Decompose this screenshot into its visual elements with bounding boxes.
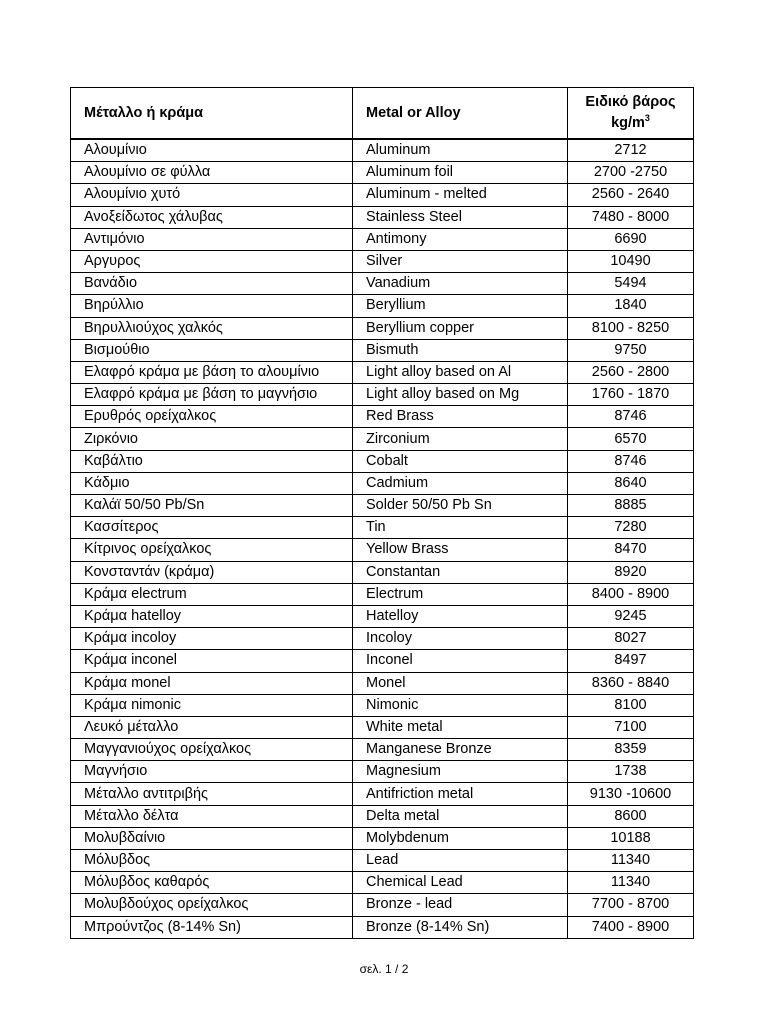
cell-english-name: Antifriction metal bbox=[353, 783, 568, 805]
header-greek-name: Μέταλλο ή κράμα bbox=[71, 88, 353, 140]
page-number: σελ. 1 / 2 bbox=[359, 962, 409, 976]
header-density bbox=[568, 88, 694, 140]
cell-greek-name: Κράμα incoloy bbox=[71, 628, 353, 650]
table-row bbox=[71, 850, 694, 872]
cell-greek-name: Μπρούντζος (8-14% Sn) bbox=[71, 916, 353, 938]
cell-greek-name: Βισμούθιο bbox=[71, 339, 353, 361]
table-row bbox=[71, 250, 694, 272]
cell-density: 8640 bbox=[568, 472, 694, 494]
cell-density: 8497 bbox=[568, 650, 694, 672]
cell-greek-name: Βανάδιο bbox=[71, 273, 353, 295]
cell-greek-name: Αλουμίνιο bbox=[71, 139, 353, 162]
header-english-name: Metal or Alloy bbox=[353, 88, 568, 140]
cell-density: 7700 - 8700 bbox=[568, 894, 694, 916]
table-row bbox=[71, 739, 694, 761]
cell-density: 8885 bbox=[568, 495, 694, 517]
cell-english-name: Bronze (8-14% Sn) bbox=[353, 916, 568, 938]
cell-english-name: Monel bbox=[353, 672, 568, 694]
cell-density: 7280 bbox=[568, 517, 694, 539]
cell-greek-name: Κράμα inconel bbox=[71, 650, 353, 672]
cell-greek-name: Κράμα electrum bbox=[71, 583, 353, 605]
table-row bbox=[71, 495, 694, 517]
cell-english-name: Solder 50/50 Pb Sn bbox=[353, 495, 568, 517]
cell-greek-name: Αλουμίνιο σε φύλλα bbox=[71, 162, 353, 184]
cell-greek-name: Μαγνήσιο bbox=[71, 761, 353, 783]
cell-english-name: Zirconium bbox=[353, 428, 568, 450]
table-row bbox=[71, 694, 694, 716]
cell-english-name: Molybdenum bbox=[353, 827, 568, 849]
header-density-unit: kg/m bbox=[611, 115, 645, 131]
cell-english-name: Light alloy based on Al bbox=[353, 361, 568, 383]
cell-english-name: Magnesium bbox=[353, 761, 568, 783]
cell-english-name: Hatelloy bbox=[353, 605, 568, 627]
cell-english-name: Incoloy bbox=[353, 628, 568, 650]
table-header bbox=[71, 88, 694, 140]
cell-english-name: Light alloy based on Mg bbox=[353, 384, 568, 406]
cell-greek-name: Καβάλτιο bbox=[71, 450, 353, 472]
cell-density: 2712 bbox=[568, 139, 694, 162]
cell-english-name: Antimony bbox=[353, 228, 568, 250]
table-row bbox=[71, 761, 694, 783]
cell-density: 2700 -2750 bbox=[568, 162, 694, 184]
table-row bbox=[71, 317, 694, 339]
cell-greek-name: Κίτρινος ορείχαλκος bbox=[71, 539, 353, 561]
cell-greek-name: Ελαφρό κράμα με βάση το μαγνήσιο bbox=[71, 384, 353, 406]
table-row bbox=[71, 872, 694, 894]
cell-greek-name: Ελαφρό κράμα με βάση το αλουμίνιο bbox=[71, 361, 353, 383]
cell-density: 10490 bbox=[568, 250, 694, 272]
cell-english-name: Manganese Bronze bbox=[353, 739, 568, 761]
cell-english-name: Chemical Lead bbox=[353, 872, 568, 894]
cell-english-name: Electrum bbox=[353, 583, 568, 605]
cell-density: 10188 bbox=[568, 827, 694, 849]
cell-density: 8027 bbox=[568, 628, 694, 650]
table-row bbox=[71, 139, 694, 162]
cell-greek-name: Βηρύλλιο bbox=[71, 295, 353, 317]
cell-greek-name: Κασσίτερος bbox=[71, 517, 353, 539]
cell-greek-name: Μολυβδαίνιο bbox=[71, 827, 353, 849]
cell-density: 1840 bbox=[568, 295, 694, 317]
cell-greek-name: Μέταλλο δέλτα bbox=[71, 805, 353, 827]
cell-greek-name: Αλουμίνιο χυτό bbox=[71, 184, 353, 206]
table-row bbox=[71, 672, 694, 694]
density-table bbox=[70, 87, 694, 939]
table-row bbox=[71, 894, 694, 916]
cell-english-name: Yellow Brass bbox=[353, 539, 568, 561]
cell-density: 11340 bbox=[568, 872, 694, 894]
header-density-label: Ειδικό βάρος bbox=[585, 94, 676, 110]
cell-greek-name: Μέταλλο αντιτριβής bbox=[71, 783, 353, 805]
table-row bbox=[71, 650, 694, 672]
cell-density: 9245 bbox=[568, 605, 694, 627]
table-row bbox=[71, 783, 694, 805]
cell-english-name: White metal bbox=[353, 716, 568, 738]
cell-english-name: Beryllium copper bbox=[353, 317, 568, 339]
cell-density: 1738 bbox=[568, 761, 694, 783]
cell-density: 8746 bbox=[568, 450, 694, 472]
table-body bbox=[71, 139, 694, 938]
cell-greek-name: Μολυβδούχος ορείχαλκος bbox=[71, 894, 353, 916]
table-row bbox=[71, 805, 694, 827]
cell-english-name: Vanadium bbox=[353, 273, 568, 295]
table-row bbox=[71, 539, 694, 561]
table-row bbox=[71, 605, 694, 627]
table-row bbox=[71, 206, 694, 228]
table-row bbox=[71, 228, 694, 250]
header-row bbox=[71, 88, 694, 140]
cell-greek-name: Μαγγανιούχος ορείχαλκος bbox=[71, 739, 353, 761]
cell-greek-name: Ανοξείδωτος χάλυβας bbox=[71, 206, 353, 228]
table-row bbox=[71, 273, 694, 295]
cell-english-name: Aluminum - melted bbox=[353, 184, 568, 206]
cell-density: 2560 - 2640 bbox=[568, 184, 694, 206]
table-row bbox=[71, 184, 694, 206]
table-row bbox=[71, 295, 694, 317]
cell-density: 1760 - 1870 bbox=[568, 384, 694, 406]
cell-greek-name: Αντιμόνιο bbox=[71, 228, 353, 250]
cell-greek-name: Κονσταντάν (κράμα) bbox=[71, 561, 353, 583]
header-density-unit-exponent: 3 bbox=[644, 113, 650, 124]
cell-english-name: Inconel bbox=[353, 650, 568, 672]
table-row bbox=[71, 583, 694, 605]
cell-density: 7100 bbox=[568, 716, 694, 738]
cell-english-name: Constantan bbox=[353, 561, 568, 583]
cell-greek-name: Κάδμιο bbox=[71, 472, 353, 494]
cell-greek-name: Ερυθρός ορείχαλκος bbox=[71, 406, 353, 428]
cell-density: 11340 bbox=[568, 850, 694, 872]
table-row bbox=[71, 716, 694, 738]
cell-english-name: Red Brass bbox=[353, 406, 568, 428]
cell-greek-name: Βηρυλλιούχος χαλκός bbox=[71, 317, 353, 339]
cell-english-name: Tin bbox=[353, 517, 568, 539]
cell-density: 8360 - 8840 bbox=[568, 672, 694, 694]
document-page bbox=[70, 87, 693, 939]
cell-greek-name: Μόλυβδος καθαρός bbox=[71, 872, 353, 894]
table-row bbox=[71, 361, 694, 383]
cell-density: 8600 bbox=[568, 805, 694, 827]
cell-greek-name: Κράμα hatelloy bbox=[71, 605, 353, 627]
cell-english-name: Delta metal bbox=[353, 805, 568, 827]
cell-density: 2560 - 2800 bbox=[568, 361, 694, 383]
cell-english-name: Aluminum foil bbox=[353, 162, 568, 184]
cell-english-name: Bismuth bbox=[353, 339, 568, 361]
cell-density: 8470 bbox=[568, 539, 694, 561]
table-row bbox=[71, 384, 694, 406]
table-row bbox=[71, 561, 694, 583]
table-row bbox=[71, 472, 694, 494]
table-row bbox=[71, 916, 694, 938]
cell-density: 8100 - 8250 bbox=[568, 317, 694, 339]
table-row bbox=[71, 406, 694, 428]
cell-english-name: Lead bbox=[353, 850, 568, 872]
cell-english-name: Beryllium bbox=[353, 295, 568, 317]
cell-english-name: Aluminum bbox=[353, 139, 568, 162]
cell-greek-name: Μόλυβδος bbox=[71, 850, 353, 872]
cell-english-name: Cadmium bbox=[353, 472, 568, 494]
cell-density: 9130 -10600 bbox=[568, 783, 694, 805]
cell-english-name: Nimonic bbox=[353, 694, 568, 716]
cell-density: 7480 - 8000 bbox=[568, 206, 694, 228]
cell-density: 6690 bbox=[568, 228, 694, 250]
cell-greek-name: Λευκό μέταλλο bbox=[71, 716, 353, 738]
table-row bbox=[71, 450, 694, 472]
cell-greek-name: Κράμα nimonic bbox=[71, 694, 353, 716]
table-row bbox=[71, 628, 694, 650]
cell-english-name: Cobalt bbox=[353, 450, 568, 472]
table-row bbox=[71, 827, 694, 849]
cell-density: 8920 bbox=[568, 561, 694, 583]
cell-english-name: Silver bbox=[353, 250, 568, 272]
table-row bbox=[71, 517, 694, 539]
cell-greek-name: Καλάϊ 50/50 Pb/Sn bbox=[71, 495, 353, 517]
cell-density: 6570 bbox=[568, 428, 694, 450]
cell-greek-name: Κράμα monel bbox=[71, 672, 353, 694]
table-row bbox=[71, 162, 694, 184]
cell-english-name: Bronze - lead bbox=[353, 894, 568, 916]
cell-density: 8746 bbox=[568, 406, 694, 428]
cell-density: 8400 - 8900 bbox=[568, 583, 694, 605]
cell-density: 5494 bbox=[568, 273, 694, 295]
cell-density: 8100 bbox=[568, 694, 694, 716]
table-row bbox=[71, 339, 694, 361]
cell-density: 9750 bbox=[568, 339, 694, 361]
table-row bbox=[71, 428, 694, 450]
cell-greek-name: Ζιρκόνιο bbox=[71, 428, 353, 450]
cell-density: 7400 - 8900 bbox=[568, 916, 694, 938]
cell-greek-name: Αργυρος bbox=[71, 250, 353, 272]
cell-english-name: Stainless Steel bbox=[353, 206, 568, 228]
cell-density: 8359 bbox=[568, 739, 694, 761]
